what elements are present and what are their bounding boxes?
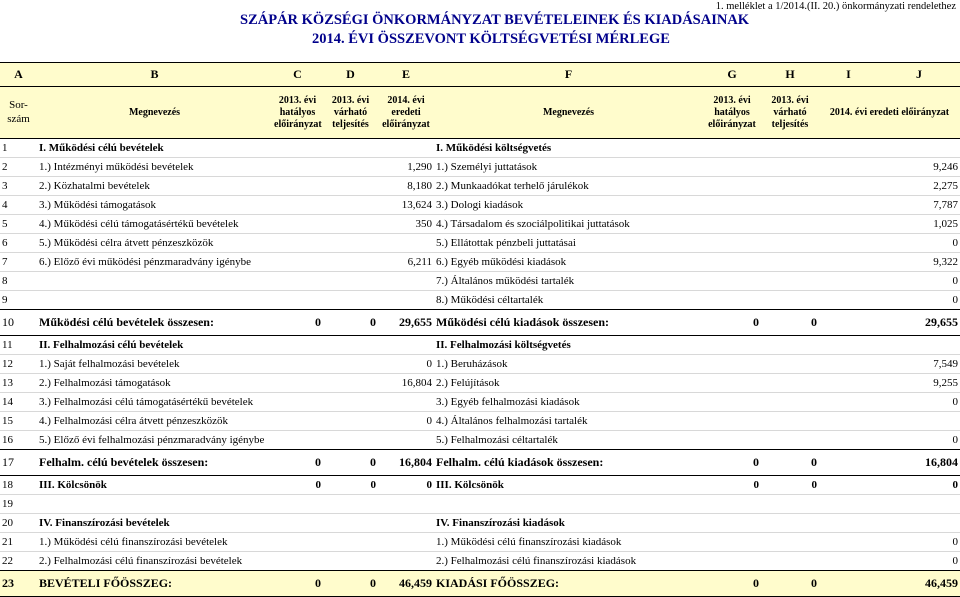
row-number-cell: 17 [0, 450, 37, 476]
revenue-expected-cell [323, 336, 378, 355]
revenue-expected-cell [323, 215, 378, 234]
revenue-original-cell [378, 533, 434, 552]
revenue-name-cell: II. Felhalmozási célú bevételek [37, 336, 272, 355]
expense-original-cell [819, 412, 960, 431]
revenue-expected-cell [323, 177, 378, 196]
row-number-cell: 12 [0, 355, 37, 374]
annex-reference: 1. melléklet a 1/2014.(II. 20.) önkormányzati rendelethez [715, 1, 956, 12]
table-row [0, 177, 960, 196]
table-row [0, 514, 960, 533]
expense-approved-cell [703, 336, 761, 355]
revenue-original-cell: 13,624 [378, 196, 434, 215]
expense-original-cell: 0 [819, 431, 960, 450]
revenue-expected-cell [323, 552, 378, 571]
expense-expected-cell [761, 234, 819, 253]
expense-original-cell: 1,025 [819, 215, 960, 234]
row-number-cell: 14 [0, 393, 37, 412]
expense-approved-cell [703, 552, 761, 571]
expense-approved-cell [703, 272, 761, 291]
row-number-cell: 20 [0, 514, 37, 533]
revenue-approved-cell [272, 272, 323, 291]
row-number-cell: 13 [0, 374, 37, 393]
header-revenue-name: Megnevezés [37, 87, 272, 139]
revenue-original-cell [378, 495, 434, 514]
table-row [0, 139, 960, 158]
revenue-original-cell: 350 [378, 215, 434, 234]
row-number-cell: 7 [0, 253, 37, 272]
column-letter: H [761, 63, 819, 87]
row-number-cell: 15 [0, 412, 37, 431]
row-number-cell: 4 [0, 196, 37, 215]
header-revenue-approved: 2013. évi hatályos előirányzat [272, 87, 323, 139]
expense-original-cell: 9,255 [819, 374, 960, 393]
expense-approved-cell [703, 412, 761, 431]
expense-expected-cell [761, 196, 819, 215]
expense-expected-cell [761, 552, 819, 571]
table-row [0, 393, 960, 412]
revenue-approved-cell [272, 177, 323, 196]
revenue-expected-cell: 0 [323, 450, 378, 476]
expense-original-cell: 0 [819, 291, 960, 310]
revenue-approved-cell [272, 393, 323, 412]
expense-name-cell: Felhalm. célú kiadások összesen: [434, 450, 703, 476]
revenue-original-cell: 0 [378, 355, 434, 374]
revenue-name-cell: 2.) Felhalmozási támogatások [37, 374, 272, 393]
revenue-name-cell: 1.) Intézményi működési bevételek [37, 158, 272, 177]
expense-original-cell: 0 [819, 393, 960, 412]
expense-name-cell: 4.) Általános felhalmozási tartalék [434, 412, 703, 431]
expense-expected-cell [761, 355, 819, 374]
expense-approved-cell: 0 [703, 450, 761, 476]
table-row [0, 158, 960, 177]
revenue-original-cell: 8,180 [378, 177, 434, 196]
revenue-name-cell [37, 272, 272, 291]
revenue-original-cell: 16,804 [378, 450, 434, 476]
expense-original-cell: 0 [819, 533, 960, 552]
revenue-name-cell: 4.) Felhalmozási célra átvett pénzeszközök [37, 412, 272, 431]
revenue-approved-cell [272, 234, 323, 253]
row-number-cell: 11 [0, 336, 37, 355]
revenue-original-cell [378, 431, 434, 450]
expense-approved-cell [703, 495, 761, 514]
expense-expected-cell [761, 533, 819, 552]
expense-approved-cell [703, 215, 761, 234]
expense-name-cell: I. Működési költségvetés [434, 139, 703, 158]
expense-expected-cell [761, 139, 819, 158]
expense-name-cell: Működési célú kiadások összesen: [434, 310, 703, 336]
revenue-expected-cell [323, 431, 378, 450]
expense-name-cell: 6.) Egyéb működési kiadások [434, 253, 703, 272]
revenue-expected-cell [323, 514, 378, 533]
row-number-cell: 1 [0, 139, 37, 158]
expense-expected-cell [761, 374, 819, 393]
revenue-original-cell [378, 514, 434, 533]
row-number-cell: 23 [0, 571, 37, 597]
expense-approved-cell [703, 533, 761, 552]
revenue-original-cell: 1,290 [378, 158, 434, 177]
expense-original-cell: 0 [819, 552, 960, 571]
revenue-original-cell [378, 291, 434, 310]
revenue-expected-cell [323, 272, 378, 291]
revenue-original-cell: 16,804 [378, 374, 434, 393]
expense-original-cell: 7,787 [819, 196, 960, 215]
header-expense-approved: 2013. évi hatályos előirányzat [703, 87, 761, 139]
revenue-approved-cell [272, 495, 323, 514]
expense-expected-cell [761, 514, 819, 533]
table-row [0, 336, 960, 355]
header-row-number: Sor-szám [0, 87, 37, 139]
revenue-approved-cell [272, 431, 323, 450]
expense-expected-cell [761, 253, 819, 272]
revenue-expected-cell [323, 291, 378, 310]
expense-original-cell: 16,804 [819, 450, 960, 476]
revenue-approved-cell [272, 514, 323, 533]
table-row [0, 533, 960, 552]
expense-expected-cell [761, 291, 819, 310]
revenue-expected-cell [323, 495, 378, 514]
expense-name-cell: 7.) Általános működési tartalék [434, 272, 703, 291]
revenue-expected-cell: 0 [323, 571, 378, 597]
revenue-expected-cell [323, 158, 378, 177]
column-letter: G [703, 63, 761, 87]
table-row [0, 291, 960, 310]
expense-original-cell: 9,322 [819, 253, 960, 272]
header-revenue-original: 2014. évi eredeti előirányzat [378, 87, 434, 139]
revenue-name-cell: Működési célú bevételek összesen: [37, 310, 272, 336]
revenue-expected-cell [323, 412, 378, 431]
revenue-name-cell: 3.) Működési támogatások [37, 196, 272, 215]
table-row [0, 495, 960, 514]
revenue-name-cell [37, 495, 272, 514]
expense-name-cell: 1.) Beruházások [434, 355, 703, 374]
table-row [0, 196, 960, 215]
expense-name-cell: II. Felhalmozási költségvetés [434, 336, 703, 355]
revenue-approved-cell [272, 355, 323, 374]
revenue-original-cell [378, 139, 434, 158]
expense-expected-cell: 0 [761, 571, 819, 597]
table-row [0, 215, 960, 234]
expense-approved-cell [703, 393, 761, 412]
revenue-approved-cell: 0 [272, 476, 323, 495]
expense-expected-cell: 0 [761, 310, 819, 336]
revenue-expected-cell: 0 [323, 476, 378, 495]
table-row [0, 355, 960, 374]
revenue-original-cell [378, 234, 434, 253]
expense-approved-cell: 0 [703, 571, 761, 597]
expense-original-cell [819, 514, 960, 533]
revenue-original-cell [378, 336, 434, 355]
column-header-row [0, 87, 960, 139]
expense-original-cell: 0 [819, 234, 960, 253]
revenue-approved-cell: 0 [272, 571, 323, 597]
expense-name-cell: 2.) Felújítások [434, 374, 703, 393]
revenue-expected-cell [323, 393, 378, 412]
revenue-approved-cell [272, 374, 323, 393]
expense-expected-cell [761, 431, 819, 450]
expense-expected-cell [761, 177, 819, 196]
row-number-cell: 9 [0, 291, 37, 310]
expense-name-cell: 1.) Működési célú finanszírozási kiadások [434, 533, 703, 552]
revenue-approved-cell [272, 196, 323, 215]
revenue-name-cell: 2.) Közhatalmi bevételek [37, 177, 272, 196]
expense-name-cell: 3.) Egyéb felhalmozási kiadások [434, 393, 703, 412]
revenue-name-cell: 3.) Felhalmozási célú támogatásértékű bevételek [37, 393, 272, 412]
revenue-expected-cell [323, 253, 378, 272]
revenue-name-cell: 1.) Működési célú finanszírozási bevételek [37, 533, 272, 552]
table-row [0, 272, 960, 291]
table-row [0, 253, 960, 272]
revenue-original-cell: 0 [378, 476, 434, 495]
row-number-cell: 2 [0, 158, 37, 177]
expense-approved-cell [703, 158, 761, 177]
row-number-cell: 19 [0, 495, 37, 514]
revenue-approved-cell [272, 253, 323, 272]
expense-approved-cell [703, 291, 761, 310]
expense-original-cell: 2,275 [819, 177, 960, 196]
header-expense-name: Megnevezés [434, 87, 703, 139]
expense-original-cell [819, 495, 960, 514]
column-letter: A [0, 63, 37, 87]
expense-original-cell [819, 139, 960, 158]
column-letter: D [323, 63, 378, 87]
row-number-cell: 6 [0, 234, 37, 253]
revenue-expected-cell [323, 234, 378, 253]
expense-expected-cell [761, 272, 819, 291]
column-letter: C [272, 63, 323, 87]
expense-name-cell: 1.) Személyi juttatások [434, 158, 703, 177]
table-row [0, 571, 960, 597]
expense-approved-cell [703, 514, 761, 533]
revenue-name-cell: 5.) Előző évi felhalmozási pénzmaradvány igénybe [37, 431, 272, 450]
expense-name-cell: 3.) Dologi kiadások [434, 196, 703, 215]
revenue-approved-cell: 0 [272, 310, 323, 336]
revenue-name-cell: 1.) Saját felhalmozási bevételek [37, 355, 272, 374]
column-letter: E [378, 63, 434, 87]
expense-name-cell: 2.) Felhalmozási célú finanszírozási kiadások [434, 552, 703, 571]
expense-expected-cell [761, 158, 819, 177]
revenue-approved-cell: 0 [272, 450, 323, 476]
row-number-cell: 10 [0, 310, 37, 336]
expense-expected-cell [761, 495, 819, 514]
header-revenue-expected: 2013. évi várható teljesítés [323, 87, 378, 139]
expense-original-cell: 46,459 [819, 571, 960, 597]
table-row [0, 412, 960, 431]
document-title: SZÁPÁR KÖZSÉGI ÖNKORMÁNYZAT BEVÉTELEINEK ÉS KIADÁSAINAK [240, 12, 750, 28]
row-number-cell: 18 [0, 476, 37, 495]
revenue-approved-cell [272, 291, 323, 310]
expense-approved-cell: 0 [703, 310, 761, 336]
revenue-approved-cell [272, 412, 323, 431]
expense-expected-cell: 0 [761, 476, 819, 495]
expense-expected-cell [761, 412, 819, 431]
table-row [0, 431, 960, 450]
revenue-expected-cell [323, 196, 378, 215]
expense-name-cell: 8.) Működési céltartalék [434, 291, 703, 310]
revenue-name-cell: 6.) Előző évi működési pénzmaradvány igénybe [37, 253, 272, 272]
column-letter: F [434, 63, 703, 87]
expense-expected-cell [761, 336, 819, 355]
revenue-expected-cell [323, 139, 378, 158]
expense-name-cell [434, 495, 703, 514]
revenue-approved-cell [272, 215, 323, 234]
row-number-cell: 3 [0, 177, 37, 196]
revenue-original-cell [378, 393, 434, 412]
revenue-approved-cell [272, 533, 323, 552]
revenue-approved-cell [272, 139, 323, 158]
expense-original-cell: 0 [819, 272, 960, 291]
revenue-name-cell: IV. Finanszírozási bevételek [37, 514, 272, 533]
expense-approved-cell [703, 177, 761, 196]
expense-approved-cell [703, 431, 761, 450]
expense-expected-cell: 0 [761, 450, 819, 476]
expense-expected-cell [761, 215, 819, 234]
row-number-cell: 5 [0, 215, 37, 234]
revenue-original-cell: 0 [378, 412, 434, 431]
column-letter: B [37, 63, 272, 87]
expense-original-cell: 0 [819, 476, 960, 495]
revenue-name-cell: III. Kölcsönök [37, 476, 272, 495]
table-row [0, 476, 960, 495]
expense-approved-cell: 0 [703, 476, 761, 495]
revenue-name-cell: 2.) Felhalmozási célú finanszírozási bevételek [37, 552, 272, 571]
expense-name-cell: 4.) Társadalom és szociálpolitikai juttatások [434, 215, 703, 234]
header-expense-expected: 2013. évi várható teljesítés [761, 87, 819, 139]
revenue-expected-cell: 0 [323, 310, 378, 336]
revenue-name-cell: 4.) Működési célú támogatásértékű bevételek [37, 215, 272, 234]
revenue-name-cell: Felhalm. célú bevételek összesen: [37, 450, 272, 476]
expense-expected-cell [761, 393, 819, 412]
revenue-approved-cell [272, 158, 323, 177]
column-letter: I [819, 63, 878, 87]
revenue-original-cell: 46,459 [378, 571, 434, 597]
expense-name-cell: 2.) Munkaadókat terhelő járulékok [434, 177, 703, 196]
row-number-cell: 16 [0, 431, 37, 450]
revenue-approved-cell [272, 552, 323, 571]
expense-approved-cell [703, 355, 761, 374]
revenue-name-cell: I. Működési célú bevételek [37, 139, 272, 158]
expense-name-cell: III. Kölcsönök [434, 476, 703, 495]
row-number-cell: 21 [0, 533, 37, 552]
revenue-name-cell: 5.) Működési célra átvett pénzeszközök [37, 234, 272, 253]
revenue-approved-cell [272, 336, 323, 355]
expense-name-cell: KIADÁSI FŐÖSSZEG: [434, 571, 703, 597]
revenue-name-cell [37, 291, 272, 310]
expense-original-cell [819, 336, 960, 355]
revenue-original-cell: 6,211 [378, 253, 434, 272]
table-row [0, 310, 960, 336]
revenue-name-cell: BEVÉTELI FŐÖSSZEG: [37, 571, 272, 597]
table-row [0, 234, 960, 253]
revenue-expected-cell [323, 533, 378, 552]
table-row [0, 552, 960, 571]
balance-table [0, 62, 960, 597]
expense-original-cell: 7,549 [819, 355, 960, 374]
expense-approved-cell [703, 196, 761, 215]
header-expense-original: 2014. évi eredeti előirányzat [819, 87, 960, 139]
expense-original-cell: 9,246 [819, 158, 960, 177]
table-row [0, 450, 960, 476]
revenue-expected-cell [323, 374, 378, 393]
revenue-original-cell [378, 272, 434, 291]
revenue-original-cell [378, 552, 434, 571]
revenue-expected-cell [323, 355, 378, 374]
expense-approved-cell [703, 234, 761, 253]
expense-original-cell: 29,655 [819, 310, 960, 336]
expense-name-cell: IV. Finanszírozási kiadások [434, 514, 703, 533]
revenue-original-cell: 29,655 [378, 310, 434, 336]
column-letter-row [0, 63, 960, 87]
column-letter: J [878, 63, 960, 87]
table-row [0, 374, 960, 393]
expense-name-cell: 5.) Felhalmozási céltartalék [434, 431, 703, 450]
row-number-cell: 8 [0, 272, 37, 291]
expense-approved-cell [703, 253, 761, 272]
expense-name-cell: 5.) Ellátottak pénzbeli juttatásai [434, 234, 703, 253]
row-number-cell: 22 [0, 552, 37, 571]
expense-approved-cell [703, 374, 761, 393]
document-subtitle: 2014. ÉVI ÖSSZEVONT KÖLTSÉGVETÉSI MÉRLEGE [312, 31, 670, 47]
expense-approved-cell [703, 139, 761, 158]
